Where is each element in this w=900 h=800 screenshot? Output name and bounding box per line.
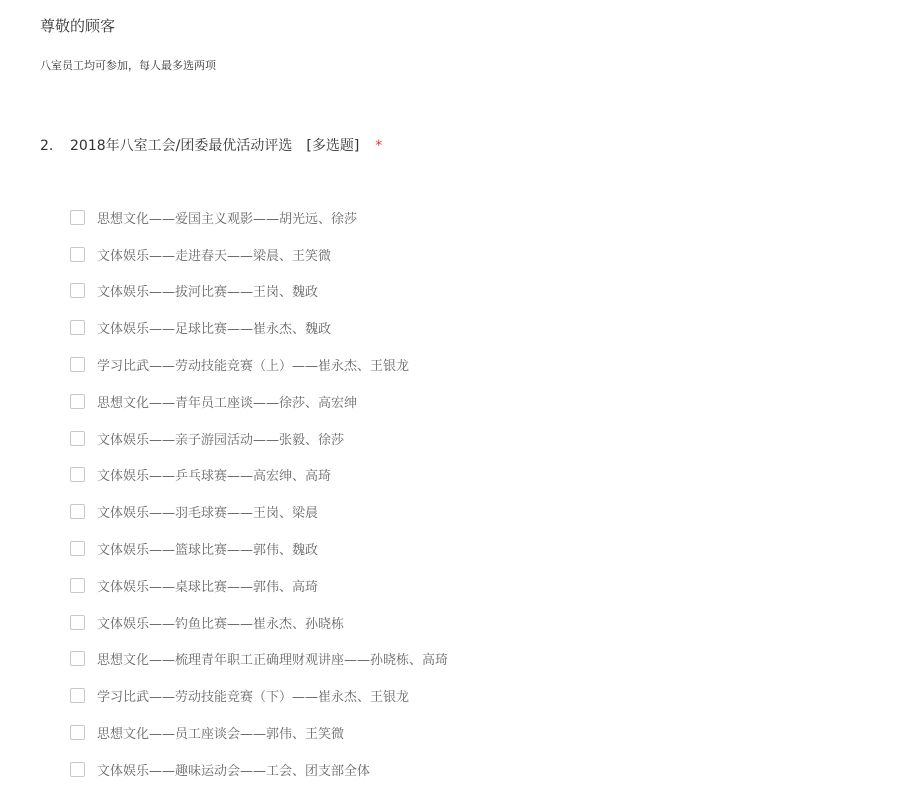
option-label[interactable]: 文体娱乐——羽毛球赛——王岗、梁晨 — [97, 506, 319, 522]
option-checkbox[interactable] — [70, 688, 85, 703]
option-item[interactable] — [70, 236, 448, 273]
option-checkbox[interactable] — [70, 431, 85, 446]
option-label[interactable]: 思想文化——青年员工座谈——徐莎、高宏绅 — [97, 395, 358, 411]
option-item[interactable] — [70, 714, 448, 751]
option-item[interactable] — [70, 530, 448, 567]
option-item[interactable] — [70, 309, 448, 346]
option-label[interactable]: 思想文化——爱国主义观影——胡光远、徐莎 — [97, 211, 358, 227]
option-label[interactable]: 文体娱乐——足球比赛——崔永杰、魏政 — [97, 322, 332, 338]
option-item[interactable] — [70, 420, 448, 457]
option-label[interactable]: 文体娱乐——篮球比赛——郭伟、魏政 — [97, 543, 319, 559]
option-label[interactable]: 文体娱乐——亲子游园活动——张毅、徐莎 — [97, 432, 345, 448]
option-checkbox[interactable] — [70, 578, 85, 593]
option-label[interactable]: 思想文化——员工座谈会——郭伟、王笑微 — [97, 727, 345, 743]
option-checkbox[interactable] — [70, 762, 85, 777]
question-type-label: [多选题] — [306, 138, 360, 154]
option-label[interactable]: 学习比武——劳动技能竞赛（下）——崔永杰、王银龙 — [97, 690, 410, 706]
option-checkbox[interactable] — [70, 283, 85, 298]
greeting-text: 尊敬的顾客 — [40, 17, 116, 35]
question-text: 2018年八室工会/团委最优活动评选 — [70, 138, 293, 154]
option-checkbox[interactable] — [70, 651, 85, 666]
option-checkbox[interactable] — [70, 615, 85, 630]
required-mark: * — [375, 138, 383, 154]
option-checkbox[interactable] — [70, 504, 85, 519]
option-item[interactable] — [70, 346, 448, 383]
option-item[interactable] — [70, 457, 448, 494]
option-label[interactable]: 文体娱乐——乒乓球赛——高宏绅、高琦 — [97, 469, 332, 485]
option-checkbox[interactable] — [70, 725, 85, 740]
option-item[interactable] — [70, 677, 448, 714]
option-item[interactable] — [70, 199, 448, 236]
option-checkbox[interactable] — [70, 541, 85, 556]
option-checkbox[interactable] — [70, 247, 85, 262]
option-label[interactable]: 思想文化——梳理青年职工正确理财观讲座——孙晓栋、高琦 — [97, 653, 449, 669]
option-item[interactable] — [70, 383, 448, 420]
option-item[interactable] — [70, 641, 448, 678]
option-label[interactable]: 学习比武——劳动技能竞赛（上）——崔永杰、王银龙 — [97, 359, 410, 375]
option-label[interactable]: 文体娱乐——桌球比赛——郭伟、高琦 — [97, 579, 319, 595]
option-checkbox[interactable] — [70, 394, 85, 409]
option-checkbox[interactable] — [70, 467, 85, 482]
question-title — [40, 135, 382, 157]
option-label[interactable]: 文体娱乐——拔河比赛——王岗、魏政 — [97, 285, 319, 301]
option-label[interactable]: 文体娱乐——走进春天——梁晨、王笑微 — [97, 248, 332, 264]
option-label[interactable]: 文体娱乐——钓鱼比赛——崔永杰、孙晓栋 — [97, 616, 345, 632]
option-item[interactable] — [70, 493, 448, 530]
option-item[interactable] — [70, 604, 448, 641]
option-list — [70, 199, 448, 788]
option-item[interactable] — [70, 567, 448, 604]
question-number: 2. — [40, 138, 54, 154]
option-checkbox[interactable] — [70, 320, 85, 335]
survey-intro: 八室员工均可参加，每人最多选两项 — [40, 59, 216, 72]
option-checkbox[interactable] — [70, 210, 85, 225]
option-item[interactable] — [70, 273, 448, 310]
option-checkbox[interactable] — [70, 357, 85, 372]
option-label[interactable]: 文体娱乐——趣味运动会——工会、团支部全体 — [97, 763, 371, 779]
option-item[interactable] — [70, 751, 448, 788]
